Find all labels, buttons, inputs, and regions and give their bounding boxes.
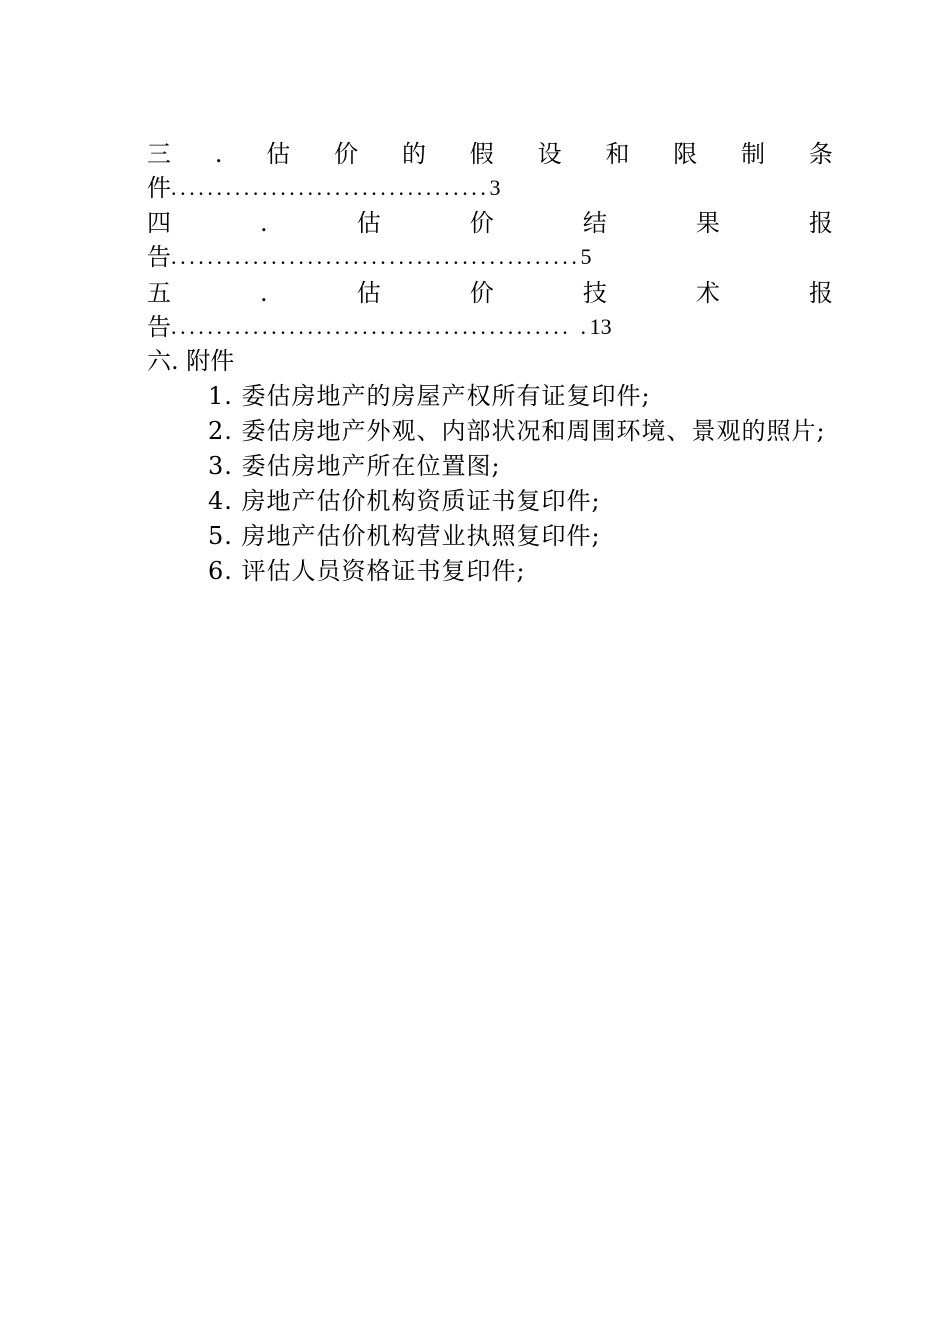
toc-entry-leader [147,310,612,344]
toc-heading-char: 假 [469,140,494,168]
toc-heading-char: . [260,209,268,237]
toc-heading-char: 的 [401,140,426,168]
toc-entry-heading [147,276,833,310]
attachment-item: 2. 委估房地产外观、内部状况和周围环境、景观的照片; [208,417,826,445]
toc-page-number: 5 [580,244,592,269]
toc-entry-heading [147,137,833,171]
toc-heading-char: 价 [469,279,494,307]
toc-leader-char: 告 [147,313,171,341]
toc-heading-char: 限 [673,140,698,168]
toc-heading-char: 价 [469,209,494,237]
toc-heading-char: 设 [537,140,562,168]
toc-page-number: 3 [489,175,501,200]
attachment-item: 4. 房地产估价机构资质证书复印件; [208,487,601,515]
toc-heading-char: 条 [808,140,833,168]
attachments-title: 六. 附件 [147,347,235,375]
toc-leader-char: 件 [147,174,171,202]
toc-heading-char: . [214,140,223,168]
toc-entry-leader [147,240,592,274]
toc-entry-leader [147,171,501,205]
toc-heading-char: 五 [147,279,171,307]
attachment-item: 6. 评估人员资格证书复印件; [208,557,526,585]
toc-heading-char: 四 [147,209,171,237]
toc-heading-char: 技 [582,279,607,307]
toc-heading-char: 三 [147,140,171,168]
toc-entry-heading [147,206,833,240]
toc-heading-char: 制 [741,140,766,168]
attachment-item: 3. 委估房地产所在位置图; [208,452,501,480]
toc-heading-char: 估 [356,209,381,237]
toc-heading-char: 估 [266,140,291,168]
attachment-item: 1. 委估房地产的房屋产权所有证复印件; [208,382,651,410]
toc-leader-dots: ............................................. [171,244,581,269]
attachment-item: 5. 房地产估价机构营业执照复印件; [208,522,601,550]
toc-page-number: 13 [589,314,612,339]
toc-heading-char: 和 [605,140,630,168]
toc-heading-char: 结 [582,209,607,237]
toc-heading-char: 估 [356,279,381,307]
toc-leader-char: 告 [147,243,171,271]
toc-leader-dots: ............................................ . [171,314,590,339]
toc-heading-char: 果 [695,209,720,237]
toc-heading-char: 术 [695,279,720,307]
toc-heading-char: 价 [334,140,359,168]
toc-heading-char: 报 [808,209,833,237]
toc-heading-char: 报 [808,279,833,307]
toc-leader-dots: ................................... [171,175,490,200]
toc-heading-char: . [260,279,268,307]
